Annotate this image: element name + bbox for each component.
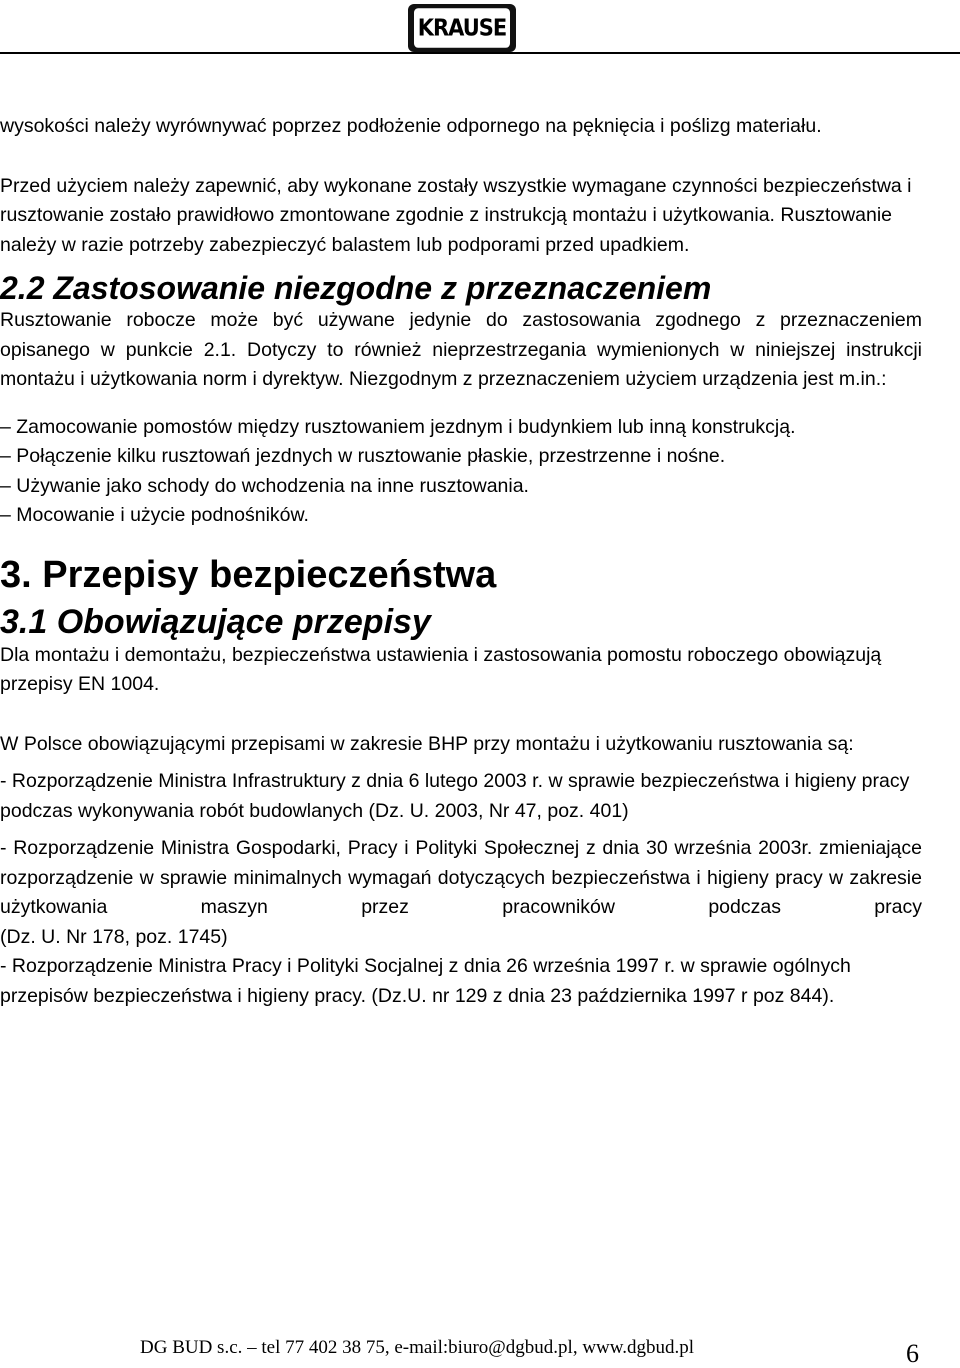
header-rule [0,52,960,54]
list-item: – Połączenie kilku rusztowań jezdnych w rusztowanie płaskie, przestrzenne i nośne. [0,445,726,467]
paragraph-improper-use: Rusztowanie robocze może być używane jedynie do zastosowania zgodnego z przeznaczeniem opisanego w punkcie 2.1. Dotyczy to również nieprzestrzegania wymienionych w niniejszej instrukcji montażu i użytkowania norm i dyrektyw. Niezgodnym z przeznaczeniem użyciem urządzenia jest m.in.: [0,309,922,390]
section-heading-2-2: 2.2 Zastosowanie niezgodne z przeznaczeniem [0,270,712,306]
paragraph-safety-before-use: Przed użyciem należy zapewnić, aby wykonane zostały wszystkie wymagane czynności bezpieczeństwa i rusztowanie zostało prawidłowo zmontowane zgodnie z instrukcją montażu i użytkowania. Rusztowanie należy w razie potrzeby zabezpieczyć balastem lub podporami przed upadkiem. [0,174,912,256]
logo-text: KRAUSE [414,8,510,48]
list-item: – Używanie jako schody do wchodzenia na inne rusztowania. [0,474,529,497]
main-content [0,112,922,1011]
regulation-infrastructure: - Rozporządzenie Ministra Infrastruktury z dnia 6 lutego 2003 r. w sprawie bezpieczeństwa i higieny pracy podczas wykonywania robót budowlanych (Dz. U. 2003, Nr 47, poz. 401) [0,770,910,822]
paragraph-poland-regulations: W Polsce obowiązującymi przepisami w zakresie BHP przy montażu i użytkowaniu rusztowania są: [0,732,854,755]
list-item: – Zamocowanie pomostów między rusztowaniem jezdnym i budynkiem lub inną konstrukcją. [0,415,796,438]
paragraph-en1004: Dla montażu i demontażu, bezpieczeństwa ustawienia i zastosowania pomostu roboczego obowiązują przepisy EN 1004. [0,643,882,695]
regulation-labour: - Rozporządzenie Ministra Pracy i Polityki Socjalnej z dnia 26 września 1997 r. w sprawie ogólnych przepisów bezpieczeństwa i higieny pracy. (Dz.U. nr 129 z dnia 23 października 1997 r poz 844). [0,955,851,1007]
paragraph-continuation: wysokości należy wyrównywać poprzez podłożenie odpornego na pęknięcia i poślizg materiału. [0,115,822,137]
list-item: – Mocowanie i użycie podnośników. [0,504,309,526]
improper-use-list [0,413,922,531]
section-heading-3: 3. Przepisy bezpieczeństwa [0,553,497,596]
page-number: 6 [906,1339,919,1368]
section-heading-3-1: 3.1 Obowiązujące przepisy [0,602,431,641]
krause-logo [408,4,516,52]
regulation-economy: - Rozporządzenie Ministra Gospodarki, Pracy i Polityki Społecznej z dnia 30 września 2003r. zmieniające rozporządzenie w sprawie minimalnych wymagań dotyczących bezpieczeństwa i higieny pracy w zakresie użytkowania maszyn przez pracowników podczas pracy [0,837,922,918]
footer-contact: DG BUD s.c. – tel 77 402 38 75, e-mail:biuro@dgbud.pl, www.dgbud.pl [140,1337,695,1358]
regulation-economy-reference: (Dz. U. Nr 178, poz. 1745) [0,925,228,948]
